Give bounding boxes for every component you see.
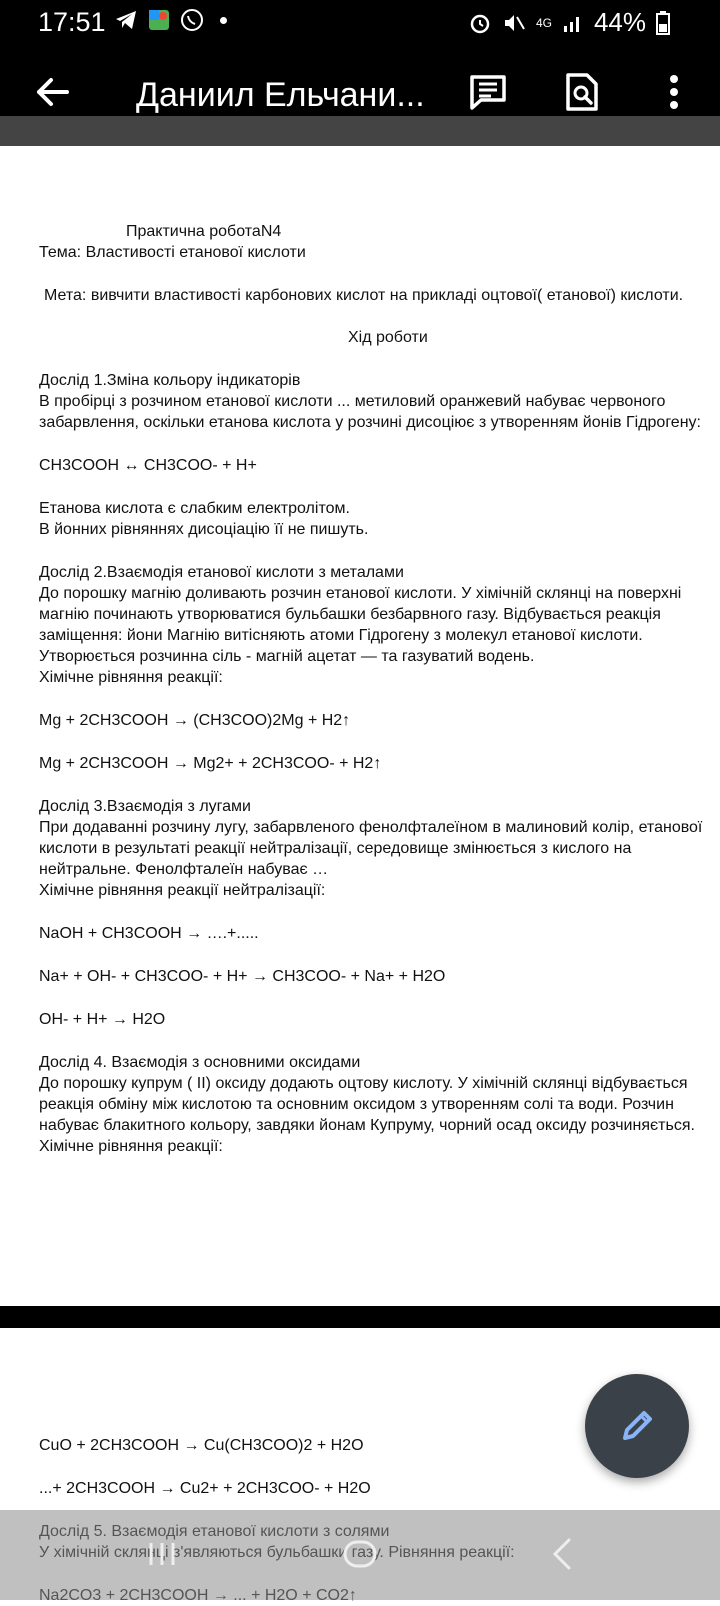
status-time: 17:51 [38, 7, 106, 37]
doc-line: кислоти в результаті реакції нейтралізації, середовище змінюється з кислого на [39, 840, 632, 857]
doc-equation: Mg + 2CH3COOH → (CH3COO)2Mg + H2↑ [39, 712, 351, 729]
doc-heading: Практична роботаN4 [126, 223, 282, 240]
recent-apps-icon [147, 1541, 177, 1567]
signal-icon [562, 12, 584, 34]
doc-line: Дослід 4. Взаємодія з основними оксидами [39, 1054, 361, 1071]
doc-line: В йонних рівняннях дисоціацію її не пишуть. [39, 521, 369, 538]
comments-button[interactable] [466, 70, 510, 114]
app-bar [0, 44, 720, 116]
notification-icons [114, 8, 227, 32]
network-type: 4G [535, 15, 552, 30]
doc-line: заміщення: йони Магнію витісняють атоми Гідрогену з молекул етанової кислоти. [39, 627, 643, 644]
battery-icon [656, 11, 670, 35]
navigation-bar [0, 1510, 720, 1600]
doc-equation: NaOH + CH3COOH → ….+..... [39, 925, 259, 942]
document-page[interactable] [0, 146, 720, 1306]
arrow-left-icon [35, 77, 69, 107]
doc-line: Хімічне рівняння реакції: [39, 669, 223, 686]
doc-equation: Na+ + OH- + CH3COO- + H+ → CH3COO- + Na+ + H2O [39, 968, 446, 985]
system-icons [468, 7, 670, 38]
doc-equation: OH- + H+ → H2O [39, 1011, 166, 1028]
home-icon [342, 1539, 378, 1569]
back-button[interactable] [30, 70, 74, 114]
doc-equation: Mg + 2CH3COOH → Mg2+ + 2CH3COO- + H2↑ [39, 755, 382, 772]
find-in-document-button[interactable] [560, 70, 604, 114]
chevron-left-icon [552, 1537, 572, 1571]
more-vert-icon [669, 74, 679, 110]
comment-icon [469, 74, 507, 110]
back-nav-button[interactable] [540, 1532, 584, 1576]
doc-line: В пробірці з розчином етанової кислоти ... метиловий оранжевий набуває червоного [39, 393, 666, 410]
more-options-button[interactable] [652, 70, 696, 114]
viber-icon [180, 8, 204, 32]
doc-procedure-heading: Хід роботи [348, 329, 428, 346]
doc-line: При додаванні розчину лугу, забарвленого фенолфталеїном в малиновий колір, етанової [39, 819, 703, 836]
doc-line: забарвлення, оскільки етанова кислота у розчині дисоціює з утворенням йонів Гідрогену: [39, 414, 701, 431]
doc-line: До порошку магнію доливають розчин етанової кислоти. У хімічній склянці на поверхні [39, 585, 682, 602]
doc-line: Етанова кислота є слабким електролітом. [39, 500, 350, 517]
battery-percent: 44% [593, 7, 646, 37]
find-in-page-icon [565, 72, 599, 112]
doc-line: нейтральне. Фенолфталеїн набуває … [39, 861, 329, 878]
status-bar [0, 0, 720, 44]
recent-apps-button[interactable] [140, 1532, 184, 1576]
maps-icon [148, 9, 170, 31]
doc-equation: CuO + 2CH3COOH → Cu(CH3COO)2 + H2O [39, 1437, 364, 1454]
doc-line: реакція обміну між кислотою та основним оксидом з утворенням солі та води. Розчин [39, 1096, 674, 1113]
doc-line: Дослід 3.Взаємодія з лугами [39, 798, 251, 815]
telegram-icon [114, 9, 138, 31]
alarm-icon [468, 11, 492, 35]
page-divider [0, 1306, 720, 1328]
page-title: Даниил Ельчани... [136, 76, 425, 114]
doc-goal: Мета: вивчити властивості карбонових кислот на прикладі оцтової( етанової) кислоти. [44, 287, 684, 304]
edit-fab-button[interactable] [585, 1374, 689, 1478]
doc-line: магнію починають утворюватися бульбашки безбарвного газу. Відбувається реакція [39, 606, 661, 623]
pencil-icon [617, 1406, 657, 1446]
mute-icon [502, 11, 526, 35]
home-button[interactable] [338, 1532, 382, 1576]
doc-equation: ...+ 2CH3COOH → Cu2+ + 2CH3COO- + H2O [39, 1480, 371, 1497]
doc-topic: Тема: Властивості етанової кислоти [39, 244, 306, 261]
doc-line: Хімічне рівняння реакції нейтралізації: [39, 882, 326, 899]
doc-line: До порошку купрум ( ІІ) оксиду додають оцтову кислоту. У хімічній склянці відбувається [39, 1075, 688, 1092]
doc-equation: CH3COOH ↔ CH3COO- + H+ [39, 457, 257, 474]
doc-line: Дослід 1.Зміна кольору індикаторів [39, 372, 301, 389]
doc-line: Дослід 2.Взаємодія етанової кислоти з металами [39, 564, 404, 581]
more-notifications-dot [220, 17, 227, 24]
doc-line: Утворюється розчинна сіль - магній ацетат — та газуватий водень. [39, 648, 535, 665]
doc-line: набуває блакитного кольору, завдяки йонам Купруму, чорний осад оксиду розчиняється. [39, 1117, 695, 1134]
toolbar-shadow-band [0, 116, 720, 146]
doc-line: Хімічне рівняння реакції: [39, 1138, 223, 1155]
